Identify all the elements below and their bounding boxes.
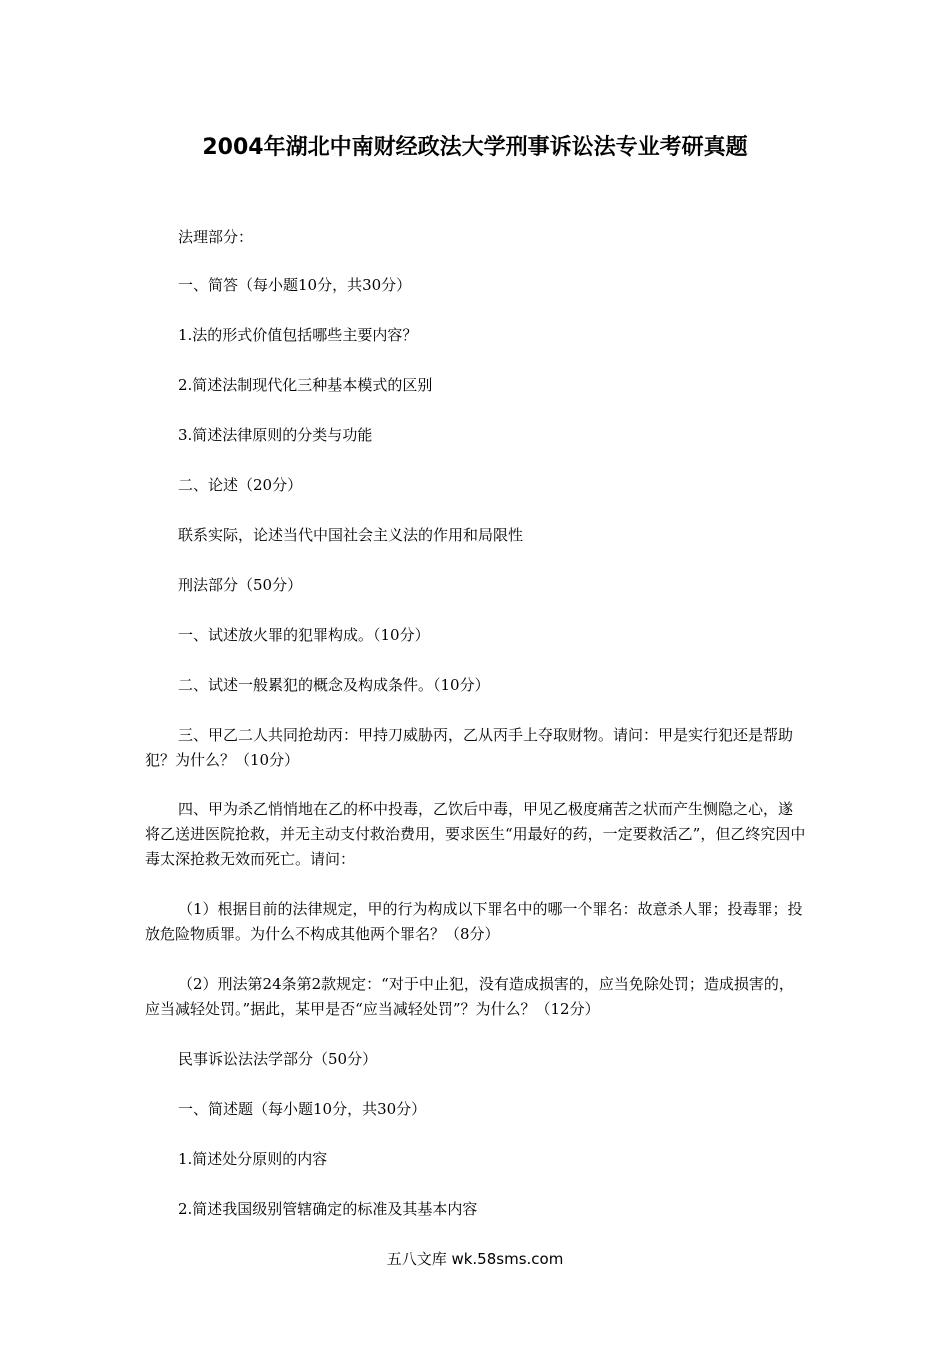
paragraph-civil-q2: 2.简述我国级别管辖确定的标准及其基本内容 [178, 1200, 478, 1218]
page-footer: 五八文库 wk.58sms.com [386, 1250, 564, 1268]
paragraph-section-jurisprudence: 法理部分： [178, 228, 254, 246]
document-title: 2004年湖北中南财经政法大学刑事诉讼法专业考研真题 [202, 135, 748, 160]
paragraph-essay-question: 联系实际，论述当代中国社会主义法的作用和局限性 [178, 526, 524, 544]
paragraph-criminal-q4: 四、甲为杀乙悄悄地在乙的杯中投毒，乙饮后中毒，甲见乙极度痛苦之状而产生恻隐之心，遂将乙送进医院抢救，并无主动支付救治费用，要求医生“用最好的药，一定要救活乙”，但乙终究因中毒太深抢救无效而死亡。请问： [145, 800, 806, 868]
paragraph-criminal-q4-sub2: （2）刑法第24条第2款规定：“对于中止犯，没有造成损害的，应当免除处罚；造成损害的，应当减轻处罚。”据此，某甲是否“应当减轻处罚”？为什么？（12分） [145, 975, 794, 1018]
paragraph-question-2: 2.简述法制现代化三种基本模式的区别 [178, 376, 433, 394]
paragraph-section-criminal-law: 刑法部分（50分） [178, 576, 303, 594]
paragraph-short-answer-heading: 一、简答（每小题10分，共30分） [178, 276, 412, 294]
paragraph-criminal-q4-sub1: （1）根据目前的法律规定，甲的行为构成以下罪名中的哪一个罪名：故意杀人罪；投毒罪；投放危险物质罪。为什么不构成其他两个罪名？（8分） [145, 900, 803, 943]
paragraph-criminal-q3: 三、甲乙二人共同抢劫丙：甲持刀威胁丙，乙从丙手上夺取财物。请问：甲是实行犯还是帮助犯？为什么？（10分） [145, 726, 794, 769]
paragraph-section-civil-procedure: 民事诉讼法法学部分（50分） [178, 1050, 378, 1068]
paragraph-criminal-q2: 二、试述一般累犯的概念及构成条件。（10分） [178, 676, 490, 694]
paragraph-civil-short-heading: 一、简述题（每小题10分，共30分） [178, 1100, 427, 1118]
paragraph-question-1: 1.法的形式价值包括哪些主要内容？ [178, 326, 418, 344]
paragraph-question-3: 3.简述法律原则的分类与功能 [178, 426, 373, 444]
paragraph-civil-q1: 1.简述处分原则的内容 [178, 1150, 328, 1168]
paragraph-criminal-q1: 一、试述放火罪的犯罪构成。（10分） [178, 626, 430, 644]
paragraph-essay-heading: 二、论述（20分） [178, 476, 303, 494]
